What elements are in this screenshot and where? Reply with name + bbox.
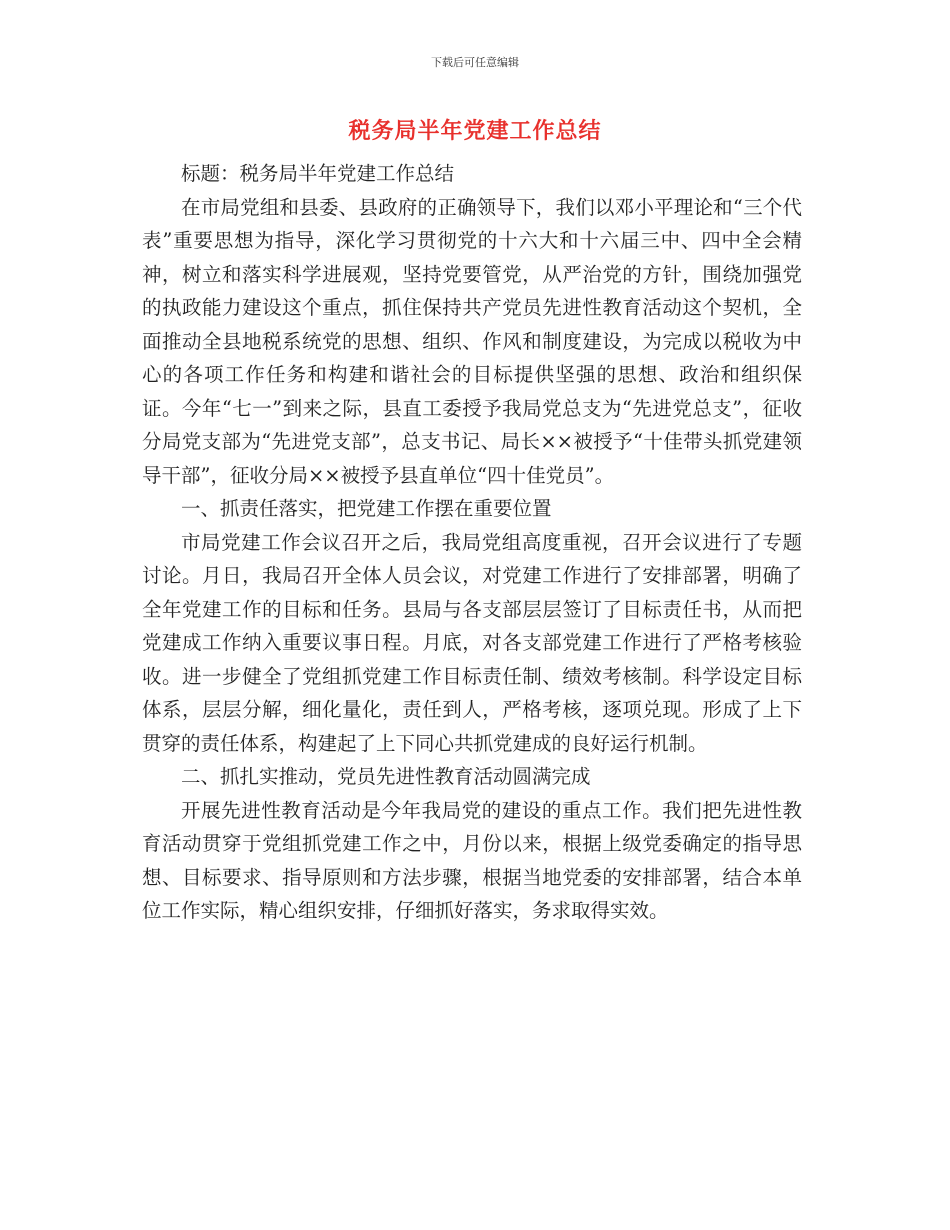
section-heading-1: 一、抓责任落实，把党建工作摆在重要位置 [181,497,552,520]
intro-paragraph: 在市局党组和县委、县政府的正确领导下，我们以邓小平理论和“三个代表”重要思想为指导，深化学习贯彻党的十六大和十六届三中、四中全会精神，树立和落实科学进展观，坚持党要管党，从严治党的方针，围绕加强党的执政能力建设这个重点，抓住保持共产党员先进性教育活动这个契机，全面推动全县地税系统党的思想、组织、作风和制度建设，为完成以税收为中心的各项工作任务和构建和谐社会的目标提供坚强的思想、政治和组织保证。今年“七一”到来之际，县直工委授予我局党总支为“先进党总支”，征收分局党支部为“先进党支部”，总支书记、局长××被授予“十佳带头抓党建领导干部”，征收分局××被授予县直单位“四十佳党员”。 [142,195,802,487]
section-2-paragraph: 开展先进性教育活动是今年我局党的建设的重点工作。我们把先进性教育活动贯穿于党组抓党建工作之中，月份以来，根据上级党委确定的指导思想、目标要求、指导原则和方法步骤，根据当地党委的安排部署，结合本单位工作实际，精心组织安排，仔细抓好落实，务求取得实效。 [142,798,802,922]
subtitle-paragraph: 标题：税务局半年党建工作总结 [181,162,455,185]
document-body [142,157,802,928]
section-heading-2: 二、抓扎实推动，党员先进性教育活动圆满完成 [181,765,591,788]
document-title: 税务局半年党建工作总结 [348,119,602,144]
section-1-paragraph: 市局党建工作会议召开之后，我局党组高度重视，召开会议进行了专题讨论。月日，我局召开全体人员会议，对党建工作进行了安排部署，明确了全年党建工作的目标和任务。县局与各支部层层签订了目标责任书，从而把党建成工作纳入重要议事日程。月底，对各支部党建工作进行了严格考核验收。进一步健全了党组抓党建工作目标责任制、绩效考核制。科学设定目标体系，层层分解，细化量化，责任到人，严格考核，逐项兑现。形成了上下贯穿的责任体系，构建起了上下同心共抓党建成的良好运行机制。 [142,530,802,755]
header-note: 下载后可任意编辑 [431,56,519,69]
